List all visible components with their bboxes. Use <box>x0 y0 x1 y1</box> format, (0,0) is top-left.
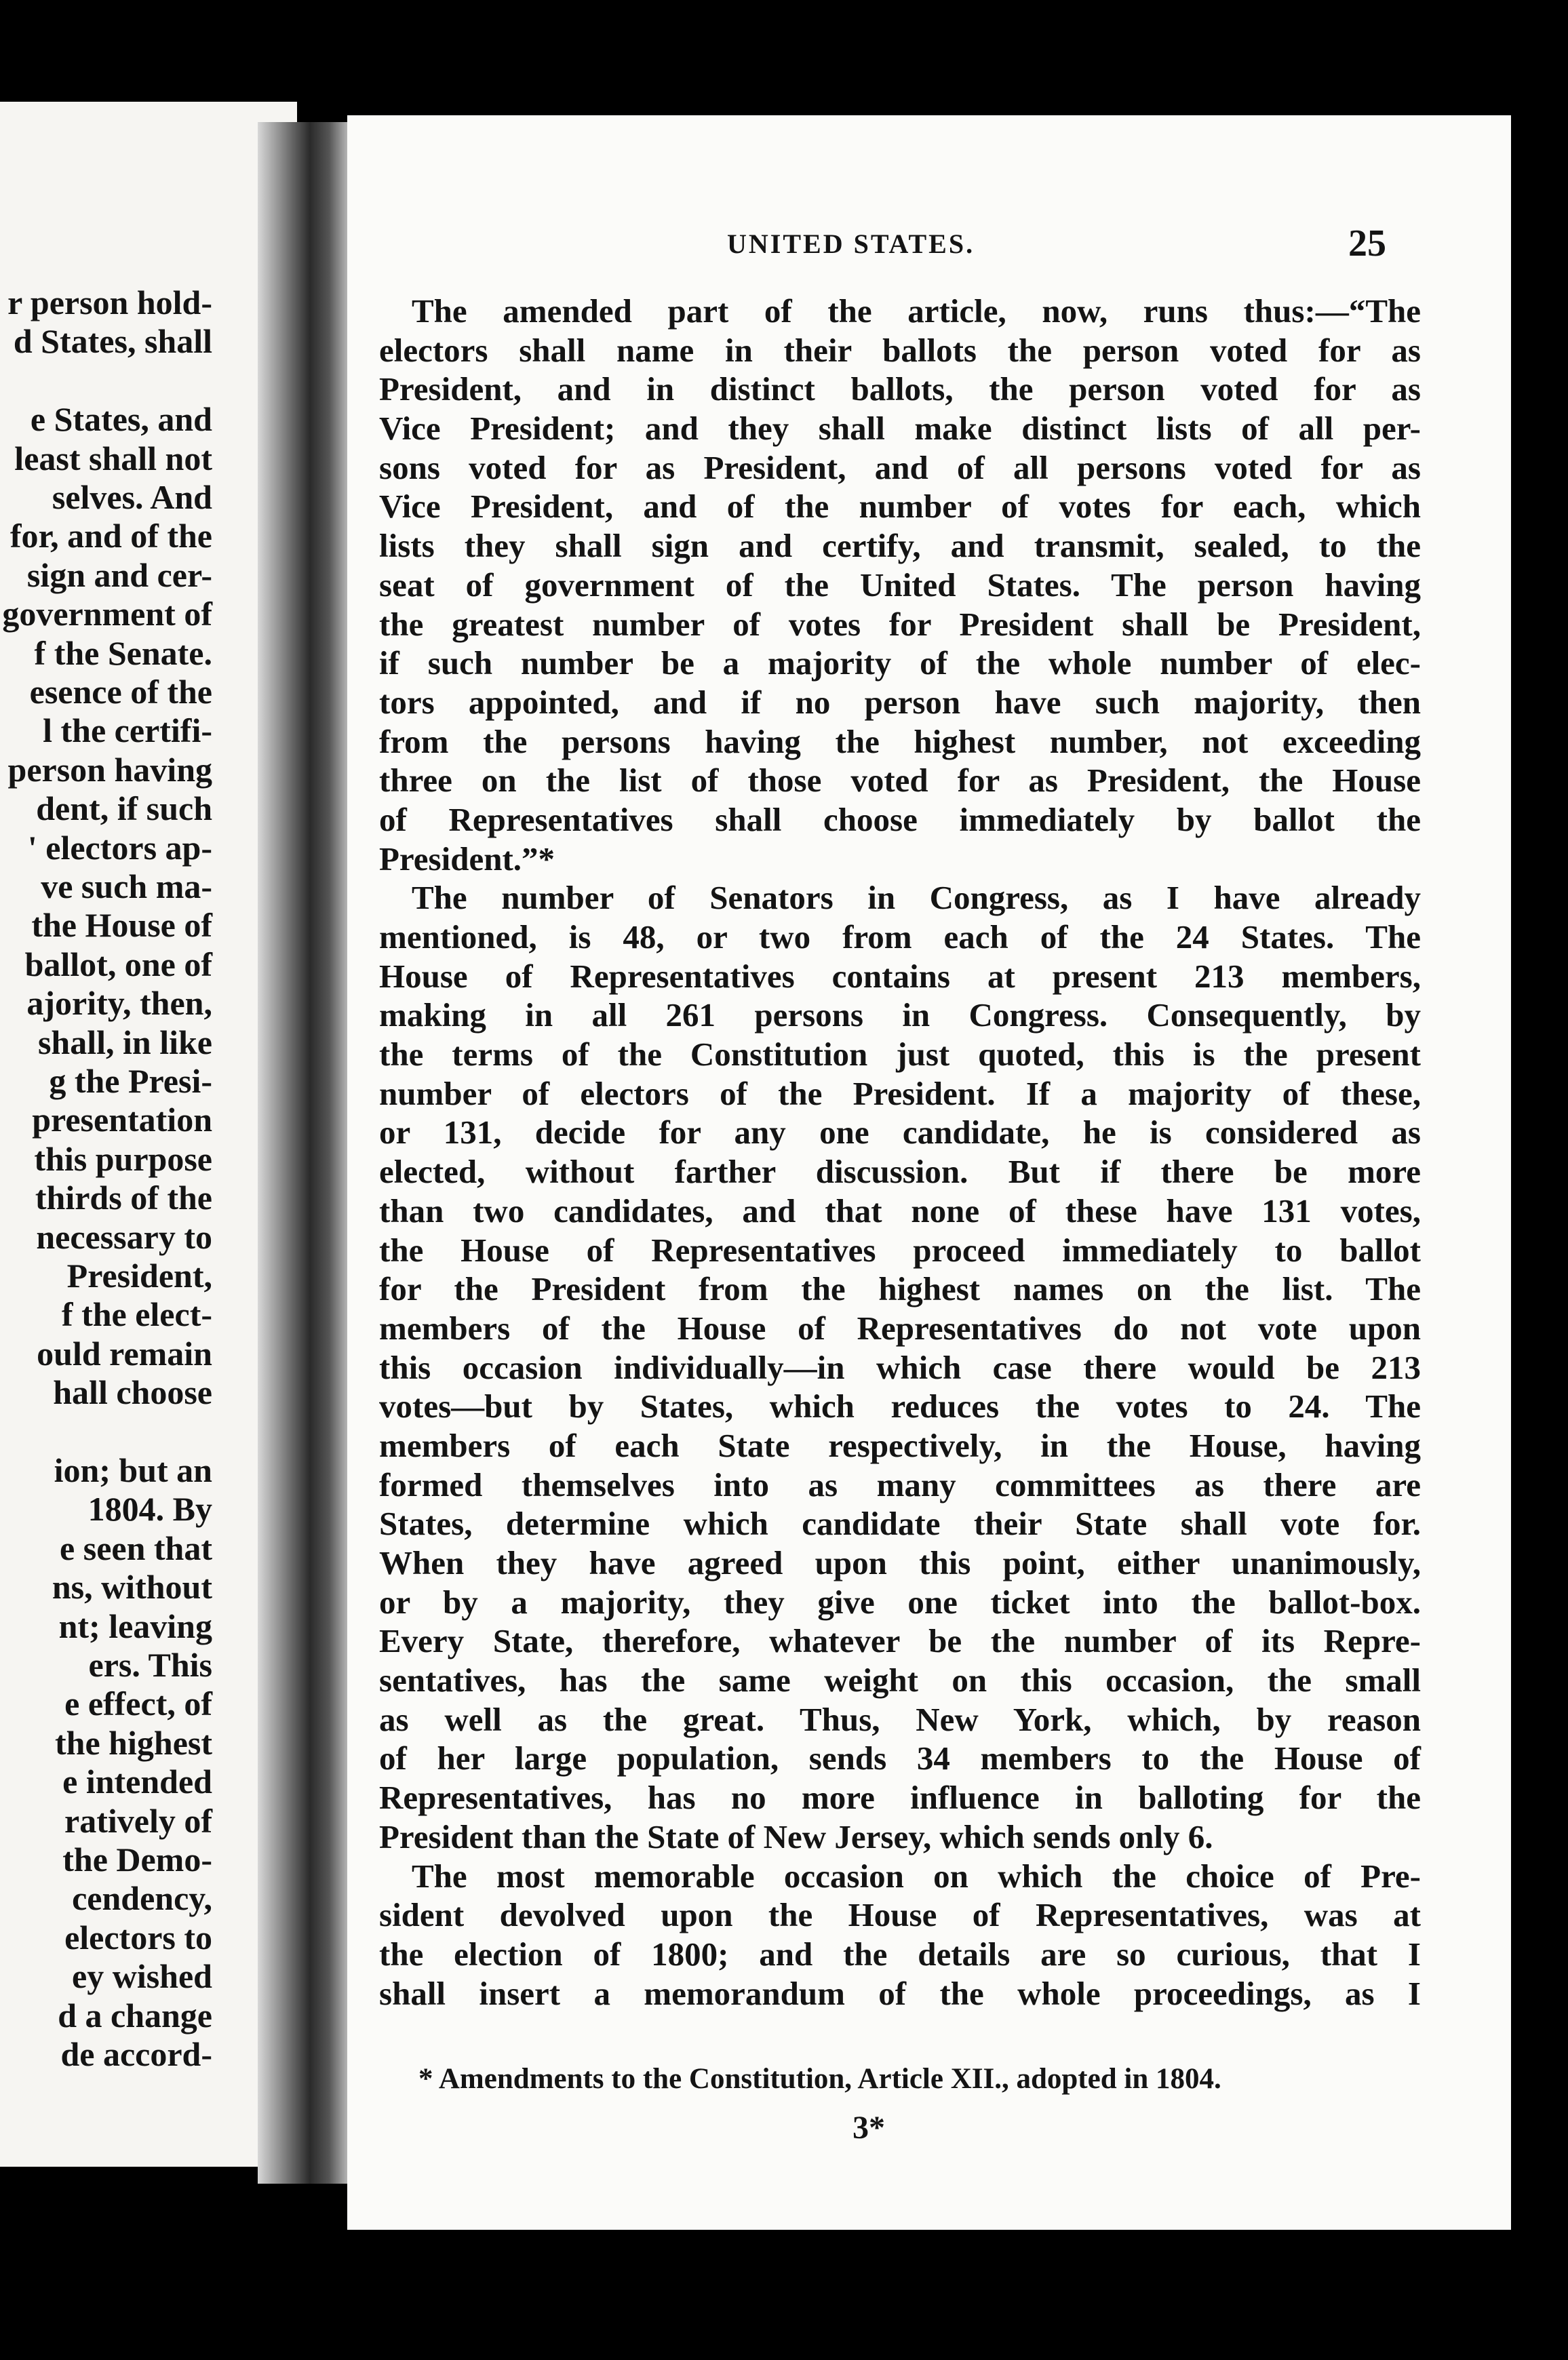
left-page-line: d a change <box>58 1996 212 2034</box>
body-line: Vice President, and of the number of votes for each, which <box>379 488 1421 526</box>
left-page-line: e effect, of <box>64 1685 212 1723</box>
body-line: formed themselves into as many committees as there are <box>379 1466 1421 1503</box>
body-line: the election of 1800; and the details are so curious, that I <box>379 1935 1421 1973</box>
left-page-line: e intended <box>62 1763 212 1801</box>
body-line: When they have agreed upon this point, either unanimously, <box>379 1544 1421 1581</box>
body-line: President, and in distinct ballots, the person voted for as <box>379 370 1421 408</box>
left-page-line: ballot, one of <box>24 945 212 983</box>
left-page-line: ers. This <box>88 1646 212 1684</box>
body-line: of her large population, sends 34 members to the House of <box>379 1739 1421 1777</box>
body-line: of Representatives shall choose immediately by ballot the <box>379 800 1421 838</box>
book-gutter <box>258 122 353 2184</box>
body-line: Representatives, has no more influence in balloting for the <box>379 1779 1421 1817</box>
body-line: the greatest number of votes for President shall be President, <box>379 605 1421 643</box>
left-page-line: nt; leaving <box>58 1607 212 1645</box>
body-line: tors appointed, and if no person have such majority, then <box>379 683 1421 721</box>
left-page-line: thirds of the <box>35 1179 212 1217</box>
body-line: making in all 261 persons in Congress. Consequently, by <box>379 996 1421 1034</box>
body-line: The number of Senators in Congress, as I have already <box>412 879 1421 917</box>
left-page-line: electors to <box>64 1918 212 1956</box>
left-page-line: the highest <box>55 1723 212 1762</box>
right-page <box>347 115 1511 2230</box>
body-line: this occasion individually—in which case there would be 213 <box>379 1348 1421 1386</box>
left-page-line: ns, without <box>52 1568 212 1607</box>
left-page-line: ' electors ap- <box>27 828 212 867</box>
body-line: for the President from the highest names on the list. The <box>379 1270 1421 1308</box>
left-page-line: g the Presi- <box>49 1062 212 1100</box>
body-line: lists they shall sign and certify, and transmit, sealed, to the <box>379 527 1421 565</box>
signature-mark: 3* <box>852 2110 885 2146</box>
left-page-line: selves. And <box>52 478 212 516</box>
left-page-line: this purpose <box>34 1139 212 1178</box>
running-head: UNITED STATES. <box>727 229 975 259</box>
left-page-line: ould remain <box>37 1334 212 1373</box>
left-page-line: r person hold- <box>7 283 212 321</box>
left-page-line: e States, and <box>30 400 212 439</box>
left-page-line: f the Senate. <box>34 633 212 672</box>
body-line: sident devolved upon the House of Representatives, was at <box>379 1896 1421 1934</box>
left-page-line: dent, if such <box>36 789 212 828</box>
body-line: Vice President; and they shall make distinct lists of all per- <box>379 410 1421 448</box>
body-line: votes—but by States, which reduces the votes to 24. The <box>379 1388 1421 1425</box>
left-page-line: esence of the <box>29 673 212 711</box>
left-page-line: the Demo- <box>62 1841 212 1879</box>
left-page-line: l the certifi- <box>43 711 212 750</box>
body-line: sentatives, has the same weight on this occasion, the small <box>379 1661 1421 1699</box>
body-line: elected, without farther discussion. But if there be more <box>379 1153 1421 1191</box>
left-page-line: the House of <box>31 906 212 945</box>
body-line: as well as the great. Thus, New York, which, by reason <box>379 1700 1421 1738</box>
left-page-line: necessary to <box>36 1217 212 1256</box>
body-line: States, determine which candidate their State shall vote for. <box>379 1505 1421 1543</box>
left-page-line: ajority, then, <box>26 984 212 1023</box>
left-page-line: e seen that <box>60 1529 212 1567</box>
body-line: seat of government of the United States. The person having <box>379 566 1421 604</box>
left-page-line: for, and of the <box>9 517 212 555</box>
body-line: or by a majority, they give one ticket into the ballot-box. <box>379 1583 1421 1621</box>
body-line: electors shall name in their ballots the person voted for as <box>379 331 1421 369</box>
left-page-line: person having <box>7 750 212 789</box>
left-page-line: ratively of <box>64 1801 212 1840</box>
left-page-line: hall choose <box>53 1373 212 1412</box>
body-line: President than the State of New Jersey, which sends only 6. <box>379 1817 1213 1855</box>
left-page-line: de accord- <box>60 2035 212 2073</box>
left-page-line: f the elect- <box>61 1295 212 1334</box>
body-line: members of the House of Representatives do not vote upon <box>379 1309 1421 1347</box>
body-line: or 131, decide for any one candidate, he is considered as <box>379 1114 1421 1152</box>
left-page-line: least shall not <box>14 439 212 477</box>
body-line: if such number be a majority of the whole number of elec- <box>379 644 1421 682</box>
left-page-line: government of <box>2 595 212 633</box>
body-line: sons voted for as President, and of all persons voted for as <box>379 448 1421 486</box>
left-page-line: presentation <box>32 1101 212 1139</box>
body-line: number of electors of the President. If a majority of these, <box>379 1074 1421 1112</box>
body-line: members of each State respectively, in the House, having <box>379 1426 1421 1464</box>
body-text <box>379 292 1421 2013</box>
body-line: the terms of the Constitution just quoted, this is the present <box>379 1036 1421 1074</box>
body-line: than two candidates, and that none of these have 131 votes, <box>379 1192 1421 1230</box>
left-page-line: ve such ma- <box>41 867 212 905</box>
left-page-line: 1804. By <box>87 1490 212 1529</box>
body-line: President.”* <box>379 840 555 878</box>
body-line: three on the list of those voted for as President, the House <box>379 762 1421 800</box>
left-facing-page <box>0 102 297 2167</box>
body-line: The most memorable occasion on which the choice of Pre- <box>412 1857 1421 1895</box>
body-line: Every State, therefore, whatever be the number of its Repre- <box>379 1622 1421 1660</box>
footnote: * Amendments to the Constitution, Article XII., adopted in 1804. <box>418 2063 1221 2095</box>
body-line: mentioned, is 48, or two from each of the 24 States. The <box>379 918 1421 956</box>
body-line: House of Representatives contains at present 213 members, <box>379 957 1421 995</box>
page-number: 25 <box>1348 222 1386 264</box>
left-page-line: sign and cer- <box>26 555 212 594</box>
left-page-line: shall, in like <box>37 1023 212 1061</box>
left-page-line: ey wished <box>72 1957 212 1996</box>
left-page-line: d States, shall <box>13 322 212 361</box>
left-page-line: ion; but an <box>54 1451 212 1489</box>
body-line: The amended part of the article, now, runs thus:—“The <box>412 292 1421 330</box>
body-line: shall insert a memorandum of the whole proceedings, as I <box>379 1974 1421 2012</box>
body-line: the House of Representatives proceed immediately to ballot <box>379 1231 1421 1269</box>
left-page-line: cendency, <box>72 1879 212 1918</box>
left-page-line: President, <box>66 1257 212 1295</box>
body-line: from the persons having the highest number, not exceeding <box>379 722 1421 760</box>
